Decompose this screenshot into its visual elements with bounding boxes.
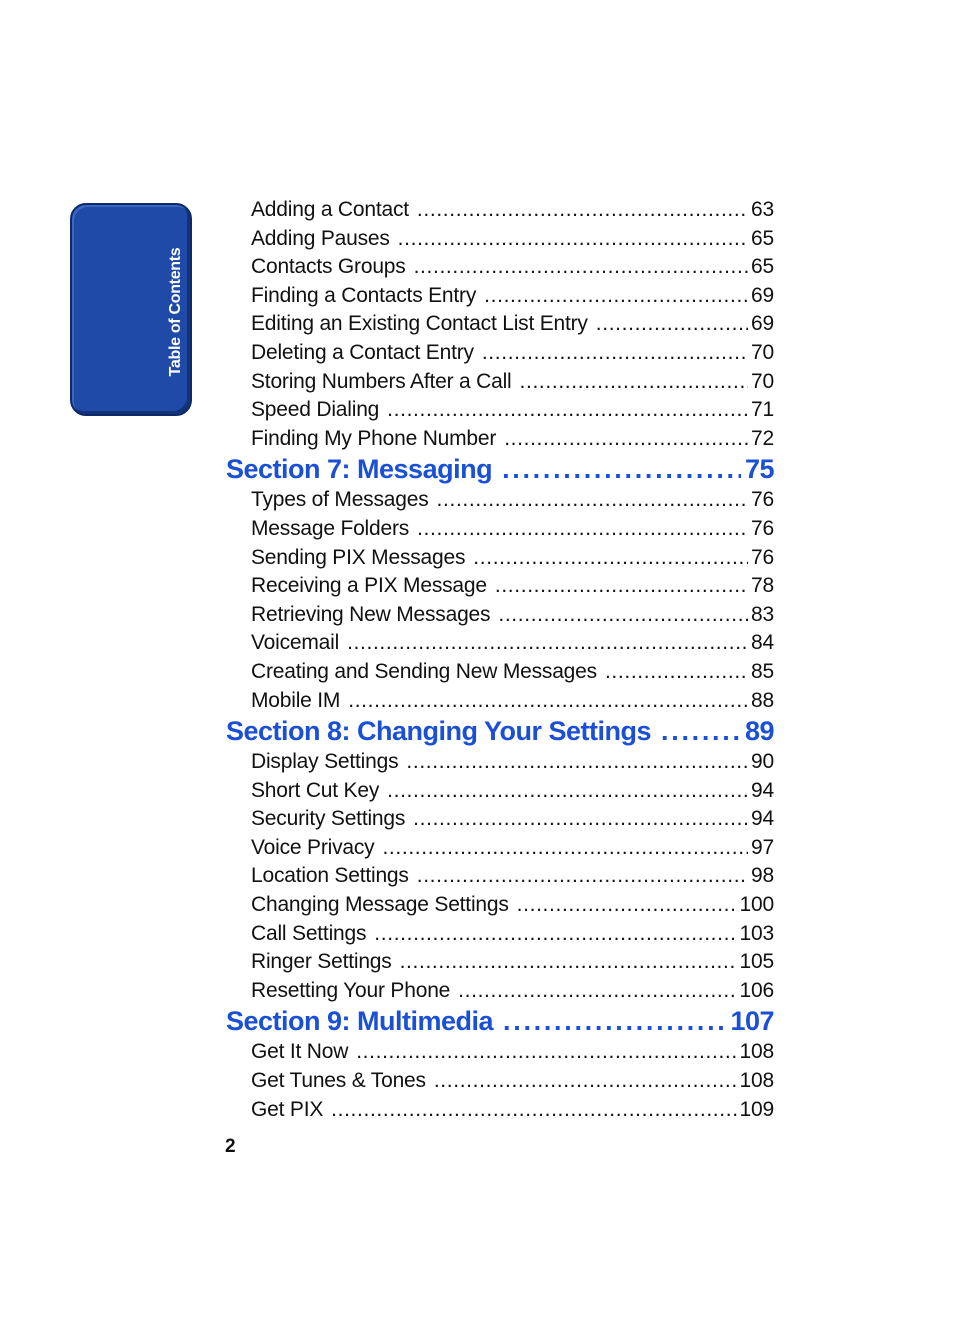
dot-leader xyxy=(400,948,737,977)
toc-page-number: 94 xyxy=(751,778,774,802)
dot-leader xyxy=(382,834,748,863)
toc-page-number: 63 xyxy=(751,198,774,221)
toc-title: Location Settings xyxy=(251,864,409,888)
toc-page-number: 69 xyxy=(751,283,774,307)
toc-title: Changing Message Settings xyxy=(251,893,509,917)
toc-page-number: 108 xyxy=(739,1069,774,1093)
toc-entry[interactable] xyxy=(226,282,774,311)
toc-page-number: 108 xyxy=(739,1040,774,1064)
side-tab-label: Table of Contents xyxy=(167,247,184,377)
toc-title: Message Folders xyxy=(251,516,410,540)
toc-page-number: 70 xyxy=(751,340,774,364)
page-number: 2 xyxy=(225,1136,236,1157)
dot-leader xyxy=(504,425,748,454)
toc-title: Finding My Phone Number xyxy=(251,426,497,450)
toc-entry[interactable] xyxy=(226,834,774,863)
dot-leader xyxy=(387,396,748,425)
toc-entry[interactable] xyxy=(226,601,774,630)
toc-entry[interactable] xyxy=(226,572,774,601)
toc-title: Editing an Existing Contact List Entry xyxy=(251,312,588,336)
toc-page-number: 83 xyxy=(751,602,774,626)
toc-title: Get Tunes & Tones xyxy=(251,1069,426,1093)
toc-title: Resetting Your Phone xyxy=(251,978,451,1002)
toc-page-number: 88 xyxy=(751,688,774,712)
toc-page-number: 90 xyxy=(751,750,774,774)
toc-page-number: 65 xyxy=(751,226,774,250)
toc-entry[interactable] xyxy=(226,629,774,658)
dot-leader xyxy=(356,1038,736,1067)
dot-leader xyxy=(434,1067,737,1096)
toc-page-number: 78 xyxy=(751,574,774,598)
dot-leader xyxy=(417,862,748,891)
dot-leader xyxy=(406,748,748,777)
toc-title: Ringer Settings xyxy=(251,950,392,974)
dot-leader xyxy=(417,515,748,544)
toc-title: Storing Numbers After a Call xyxy=(251,369,512,393)
toc-page-number: 72 xyxy=(751,426,774,450)
toc-page-number: 75 xyxy=(744,454,774,485)
toc-page-number: 89 xyxy=(744,716,774,747)
toc-page-number: 69 xyxy=(751,312,774,336)
toc-page-number: 107 xyxy=(730,1006,774,1037)
toc-title: Call Settings xyxy=(251,921,367,945)
toc-title: Short Cut Key xyxy=(251,778,380,802)
toc-page-number: 76 xyxy=(751,488,774,512)
toc-entry[interactable] xyxy=(226,977,774,1006)
toc-entry[interactable] xyxy=(226,891,774,920)
dot-leader xyxy=(482,339,748,368)
toc-entry[interactable] xyxy=(226,777,774,806)
toc-title: Get It Now xyxy=(251,1040,349,1064)
toc-entry[interactable] xyxy=(226,748,774,777)
toc-entry[interactable] xyxy=(226,544,774,573)
toc-page-number: 94 xyxy=(751,807,774,831)
toc-title: Adding Pauses xyxy=(251,226,390,250)
toc-title: Contacts Groups xyxy=(251,255,406,279)
toc-title: Deleting a Contact Entry xyxy=(251,340,474,364)
toc-title: Finding a Contacts Entry xyxy=(251,283,477,307)
dot-leader xyxy=(331,1096,736,1125)
toc-page-number: 97 xyxy=(751,835,774,859)
toc-title: Speed Dialing xyxy=(251,398,380,422)
toc-entry[interactable] xyxy=(226,948,774,977)
toc-section-heading[interactable] xyxy=(226,453,774,486)
dot-leader xyxy=(596,310,748,339)
toc-entry[interactable] xyxy=(226,920,774,949)
toc-page-number: 76 xyxy=(751,516,774,540)
toc-title: Section 8: Changing Your Settings xyxy=(226,716,652,747)
toc-page-number: 109 xyxy=(739,1097,774,1121)
toc-page-number: 85 xyxy=(751,659,774,683)
toc-page-number: 98 xyxy=(751,864,774,888)
dot-leader xyxy=(347,629,748,658)
toc-title: Voice Privacy xyxy=(251,835,375,859)
dot-leader xyxy=(374,920,736,949)
toc-title: Mobile IM xyxy=(251,688,341,712)
toc-title: Section 9: Multimedia xyxy=(226,1006,494,1037)
dot-leader xyxy=(517,891,737,920)
dot-leader xyxy=(605,658,748,687)
toc-section-heading[interactable] xyxy=(226,1005,774,1038)
dot-leader xyxy=(498,601,748,630)
dot-leader xyxy=(520,368,749,397)
toc-entry[interactable] xyxy=(226,1096,774,1125)
dot-leader xyxy=(503,1005,726,1038)
toc-title: Security Settings xyxy=(251,807,406,831)
table-of-contents xyxy=(226,196,774,1124)
toc-title: Creating and Sending New Messages xyxy=(251,659,597,683)
toc-entry[interactable] xyxy=(226,805,774,834)
toc-entry[interactable] xyxy=(226,862,774,891)
toc-title: Sending PIX Messages xyxy=(251,545,466,569)
toc-entry[interactable] xyxy=(226,1067,774,1096)
toc-page-number: 76 xyxy=(751,545,774,569)
toc-entry[interactable] xyxy=(226,253,774,282)
toc-title: Types of Messages xyxy=(251,488,429,512)
toc-title: Display Settings xyxy=(251,750,399,774)
dot-leader xyxy=(502,453,741,486)
toc-section-heading[interactable] xyxy=(226,715,774,748)
dot-leader xyxy=(348,687,748,716)
toc-page-number: 65 xyxy=(751,255,774,279)
toc-entry[interactable] xyxy=(226,225,774,254)
toc-entry[interactable] xyxy=(226,515,774,544)
dot-leader xyxy=(398,225,748,254)
toc-page-number: 106 xyxy=(739,978,774,1002)
dot-leader xyxy=(414,253,748,282)
dot-leader xyxy=(437,486,749,515)
toc-entry[interactable] xyxy=(226,1038,774,1067)
toc-title: Adding a Contact xyxy=(251,198,409,221)
toc-title: Get PIX xyxy=(251,1097,324,1121)
toc-entry[interactable] xyxy=(226,658,774,687)
toc-entry[interactable] xyxy=(226,396,774,425)
toc-entry[interactable] xyxy=(226,425,774,454)
toc-title: Section 7: Messaging xyxy=(226,454,493,485)
toc-entry[interactable] xyxy=(226,339,774,368)
toc-page-number: 71 xyxy=(751,398,774,422)
dot-leader xyxy=(458,977,736,1006)
toc-entry[interactable] xyxy=(226,687,774,716)
dot-leader xyxy=(484,282,748,311)
dot-leader xyxy=(473,544,748,573)
toc-entry[interactable] xyxy=(226,196,774,225)
toc-title: Retrieving New Messages xyxy=(251,602,491,626)
toc-entry[interactable] xyxy=(226,368,774,397)
toc-page-number: 103 xyxy=(739,921,774,945)
toc-title: Receiving a PIX Message xyxy=(251,574,487,598)
dot-leader xyxy=(417,196,748,225)
dot-leader xyxy=(387,777,748,806)
toc-page-number: 100 xyxy=(739,893,774,917)
dot-leader xyxy=(413,805,748,834)
toc-title: Voicemail xyxy=(251,631,340,655)
dot-leader xyxy=(661,715,741,748)
dot-leader xyxy=(495,572,748,601)
toc-page-number: 84 xyxy=(751,631,774,655)
toc-page-number: 105 xyxy=(739,950,774,974)
toc-page-number: 70 xyxy=(751,369,774,393)
toc-entry[interactable] xyxy=(226,310,774,339)
toc-entry[interactable] xyxy=(226,486,774,515)
